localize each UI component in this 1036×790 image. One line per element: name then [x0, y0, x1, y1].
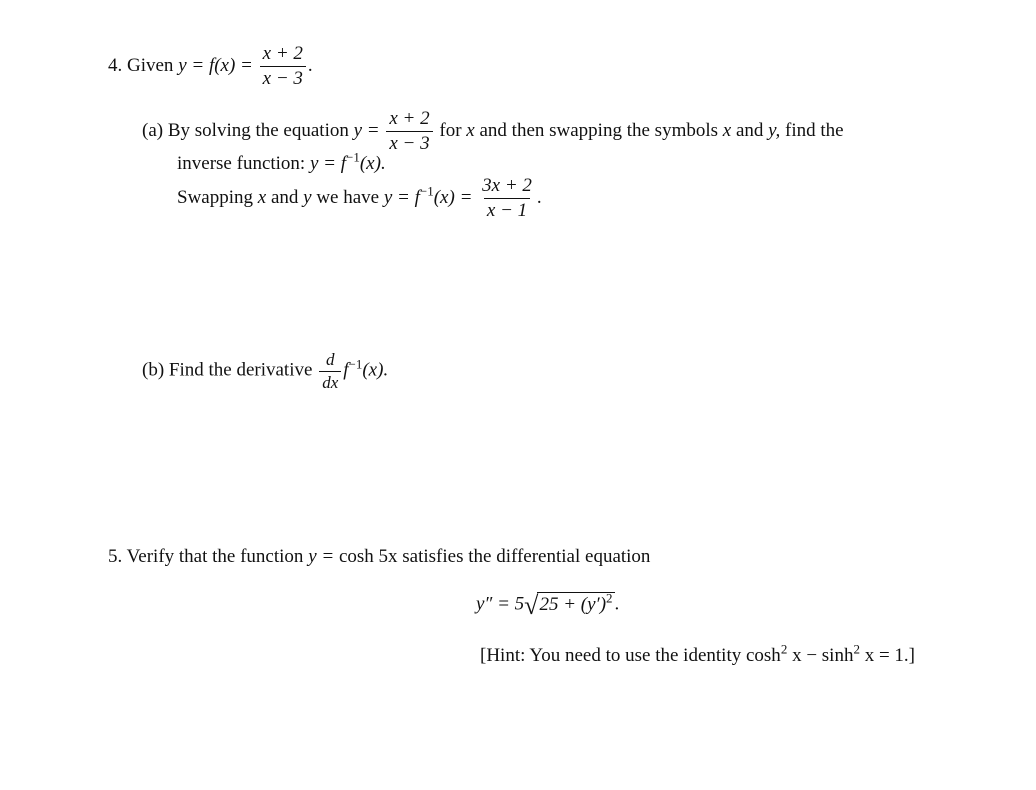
superscript: −1 — [348, 356, 363, 372]
variable-x: x — [257, 186, 267, 208]
answer-text: we have — [316, 186, 380, 208]
part-a-text: and — [735, 119, 764, 141]
problem-4-number: 4. — [108, 54, 123, 76]
fraction-denominator: x − 1 — [484, 198, 530, 221]
problem-5-text: Verify that the function — [126, 546, 304, 567]
part-a-answer — [177, 176, 542, 221]
problem-5-statement — [108, 547, 650, 566]
superscript: 2 — [606, 590, 613, 606]
superscript: 2 — [853, 641, 860, 657]
derivative-operator — [319, 351, 341, 392]
equation-lhs: y″ = 5 — [476, 593, 525, 615]
part-a-line-2 — [177, 149, 386, 174]
superscript: 2 — [780, 641, 788, 657]
variable-y: y — [303, 186, 312, 208]
part-a-text: and then swapping the symbols — [479, 119, 719, 141]
fraction-numerator: 3x + 2 — [482, 175, 532, 196]
period: . — [536, 186, 542, 208]
problem-4-statement — [108, 44, 313, 89]
problem-4-given: Given — [127, 54, 174, 76]
fraction-numerator: x + 2 — [389, 108, 430, 129]
function-arg: (x). — [362, 359, 389, 381]
answer-lhs: y = f — [383, 186, 420, 208]
equation-lhs: y = — [353, 119, 380, 141]
hint-text: x − sinh — [787, 645, 854, 666]
part-a-text: find the — [785, 119, 844, 141]
part-b-label: (b) — [142, 359, 165, 381]
answer-text: Swapping — [177, 186, 253, 208]
answer-fraction — [479, 176, 535, 221]
fraction-denominator: x − 3 — [386, 131, 432, 154]
fraction-denominator: dx — [319, 371, 341, 392]
answer-mid: (x) = — [433, 186, 473, 208]
radicand-text: 25 + (y′) — [539, 594, 607, 615]
radicand — [537, 592, 614, 618]
problem-4-fraction — [260, 44, 306, 89]
square-root — [524, 592, 614, 618]
cosh-expression: cosh 5x — [338, 546, 398, 567]
fraction-denominator: x − 3 — [260, 66, 306, 89]
differential-equation — [476, 592, 619, 618]
hint-text: [Hint: You need to use the identity cosh — [480, 645, 781, 666]
period: . — [614, 593, 620, 615]
part-a-text: for — [439, 119, 462, 141]
problem-4-lhs: y = f(x) = — [178, 54, 253, 76]
variable-y: y, — [768, 119, 781, 141]
inverse-function-arg: (x). — [359, 153, 386, 174]
fraction-numerator: d — [325, 350, 335, 369]
problem-5-text: satisfies the differential equation — [402, 546, 651, 567]
superscript: −1 — [419, 183, 434, 199]
variable-x: x — [466, 119, 475, 141]
inverse-function: y = f — [309, 153, 347, 174]
answer-text: and — [270, 186, 299, 208]
problem-5-number: 5. — [108, 546, 123, 567]
part-a-fraction — [386, 109, 432, 154]
part-a-text: By solving the equation — [167, 119, 349, 141]
hint-text: x = 1.] — [859, 645, 915, 666]
part-a-line-1 — [142, 109, 844, 154]
function-f: f — [343, 359, 349, 381]
part-a-text: inverse function: — [177, 153, 306, 174]
function-y: y = — [308, 546, 339, 567]
period: . — [307, 54, 313, 76]
radical-sign-icon: √ — [524, 591, 539, 620]
hint — [480, 641, 915, 666]
fraction-numerator: x + 2 — [262, 43, 303, 64]
part-b-text: Find the derivative — [168, 359, 313, 381]
superscript: −1 — [346, 149, 360, 165]
part-b-line — [142, 351, 388, 392]
variable-x: x — [722, 119, 732, 141]
part-a-label: (a) — [142, 119, 164, 141]
